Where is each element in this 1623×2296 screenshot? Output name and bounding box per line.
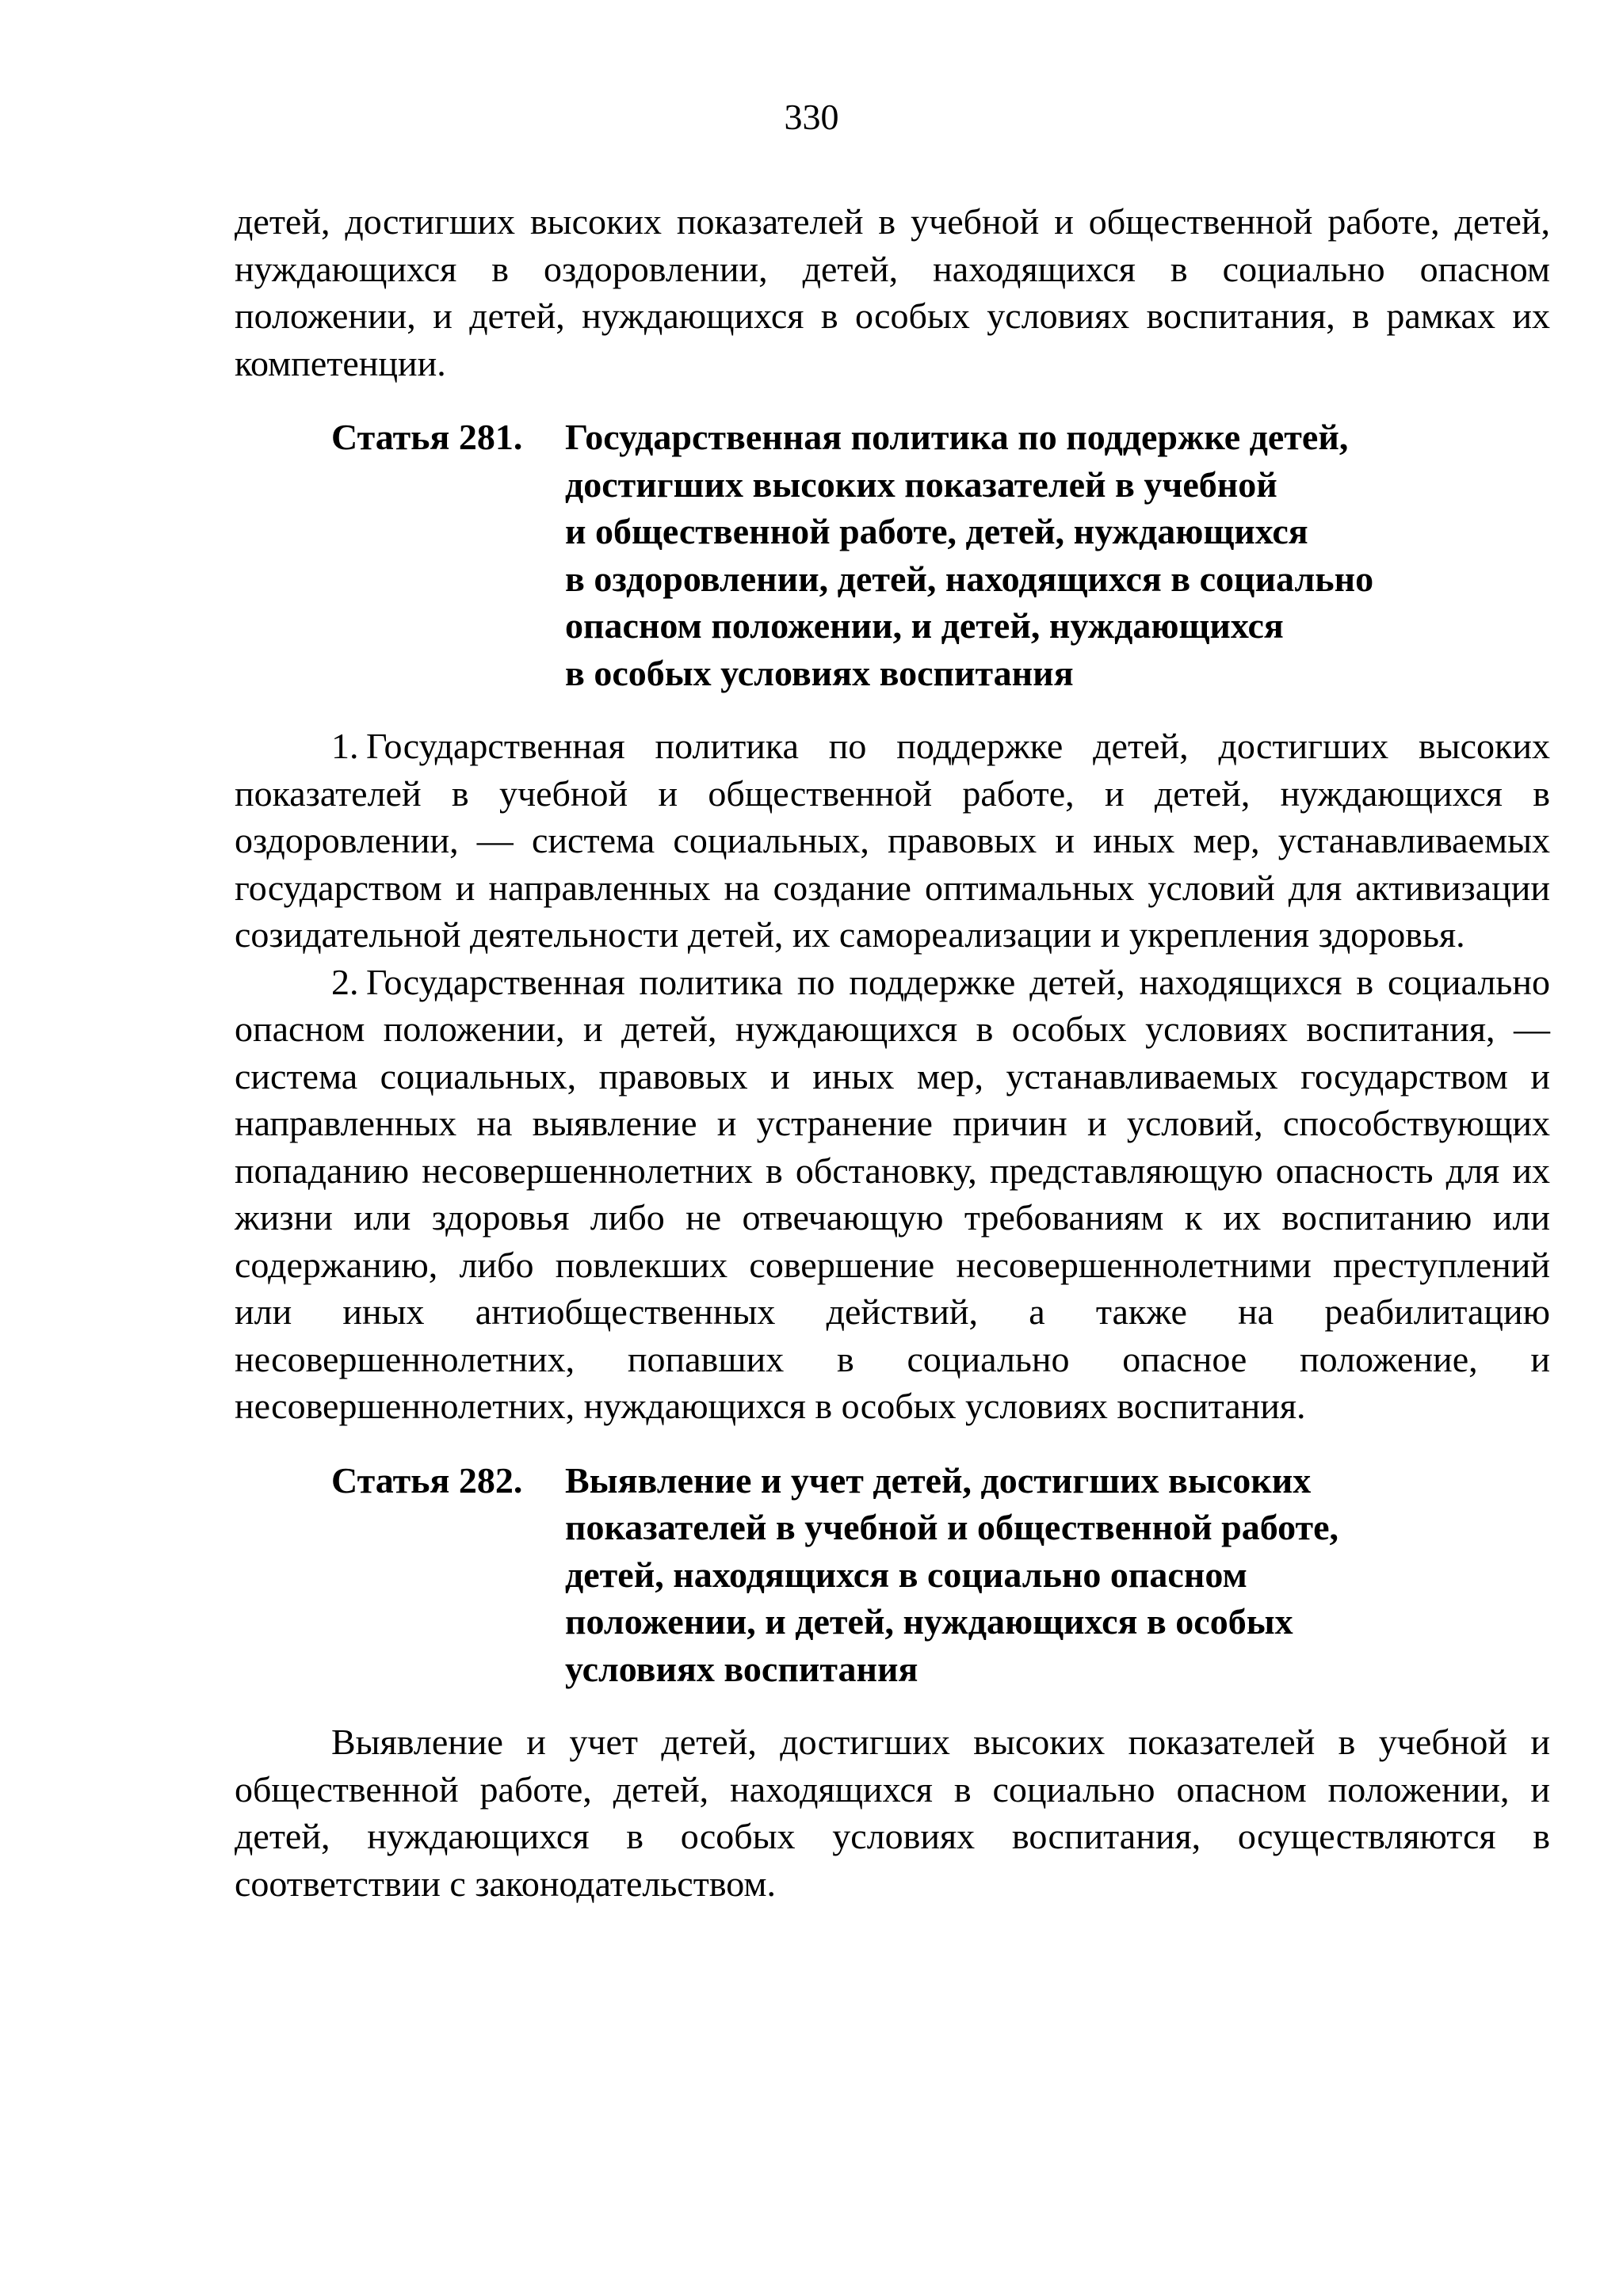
paragraph-text: Государственная политика по поддержке детей, находящихся в социально опасном положении, и детей, нуждающихся в особых условиях воспитания, — система социальных, правовых и иных мер, устанавливаемых государством и направленных на выявление и устранение причин и условий, способствующих попаданию несовершеннолетних в обстановку, представляющую опасность для их жизни или здоровья либо не отвечающую требованиям к их воспитанию или содержанию, либо повлекших совершение несовершеннолетними преступлений или иных антиобщественных действий, а также на реабилитацию несовершеннолетних, попавших в социально опасное положение, и несовершеннолетних, нуждающихся в особых условиях воспитания. [235, 961, 1550, 1426]
article-281-title-line: в оздоровлении, детей, находящихся в социально [565, 558, 1374, 599]
article-282-title-line: детей, находящихся в социально опасном [565, 1554, 1247, 1595]
paragraph-number: 1. [331, 726, 359, 766]
article-282-title-line: условиях воспитания [565, 1648, 918, 1689]
article-282-title-line: положении, и детей, нуждающихся в особых [565, 1601, 1293, 1642]
article-282-title [565, 1457, 1550, 1693]
article-281-paragraph-2 [235, 959, 1550, 1430]
article-281-title-line: в особых условиях воспитания [565, 652, 1074, 693]
article-282-label: Статья 282. [331, 1459, 523, 1501]
article-282-heading [235, 1457, 1550, 1693]
intro-paragraph: детей, достигших высоких показателей в учебной и общественной работе, детей, нуждающихся в оздоровлении, детей, находящихся в социально опасном положении, и детей, нуждающихся в особых условиях воспитания, в рамках их компетенции. [235, 201, 1550, 383]
paragraph-number: 2. [331, 961, 359, 1002]
article-281-title-line: и общественной работе, детей, нуждающихся [565, 511, 1308, 551]
article-281-title-line: достигших высоких показателей в учебной [565, 463, 1277, 505]
document-content [235, 198, 1550, 1907]
article-282-title-line: показателей в учебной и общественной работе, [565, 1507, 1339, 1547]
article-281-title-line: опасном положении, и детей, нуждающихся [565, 605, 1284, 646]
article-281-heading [235, 414, 1550, 696]
article-281-title-line: Государственная политика по поддержке детей, [565, 417, 1349, 457]
article-281-label: Статья 281. [331, 417, 523, 457]
paragraph-text: Государственная политика по поддержке детей, достигших высоких показателей в учебной и общественной работе, и детей, нуждающихся в оздоровлении, — система социальных, правовых и иных мер, устанавливаемых государством и направленных на создание оптимальных условий для активизации созидательной деятельности детей, их самореализации и укрепления здоровья. [235, 726, 1550, 955]
article-281-paragraph-1 [235, 723, 1550, 959]
page-number: 330 [784, 97, 839, 137]
article-282-paragraph: Выявление и учет детей, достигших высоких показателей в учебной и общественной работе, детей, находящихся в социально опасном положении, и детей, нуждающихся в особых условиях воспитания, осуществляются в соответствии с законодательством. [235, 1722, 1550, 1904]
article-281-title [565, 414, 1550, 696]
article-282-title-line: Выявление и учет детей, достигших высоких [565, 1459, 1312, 1501]
